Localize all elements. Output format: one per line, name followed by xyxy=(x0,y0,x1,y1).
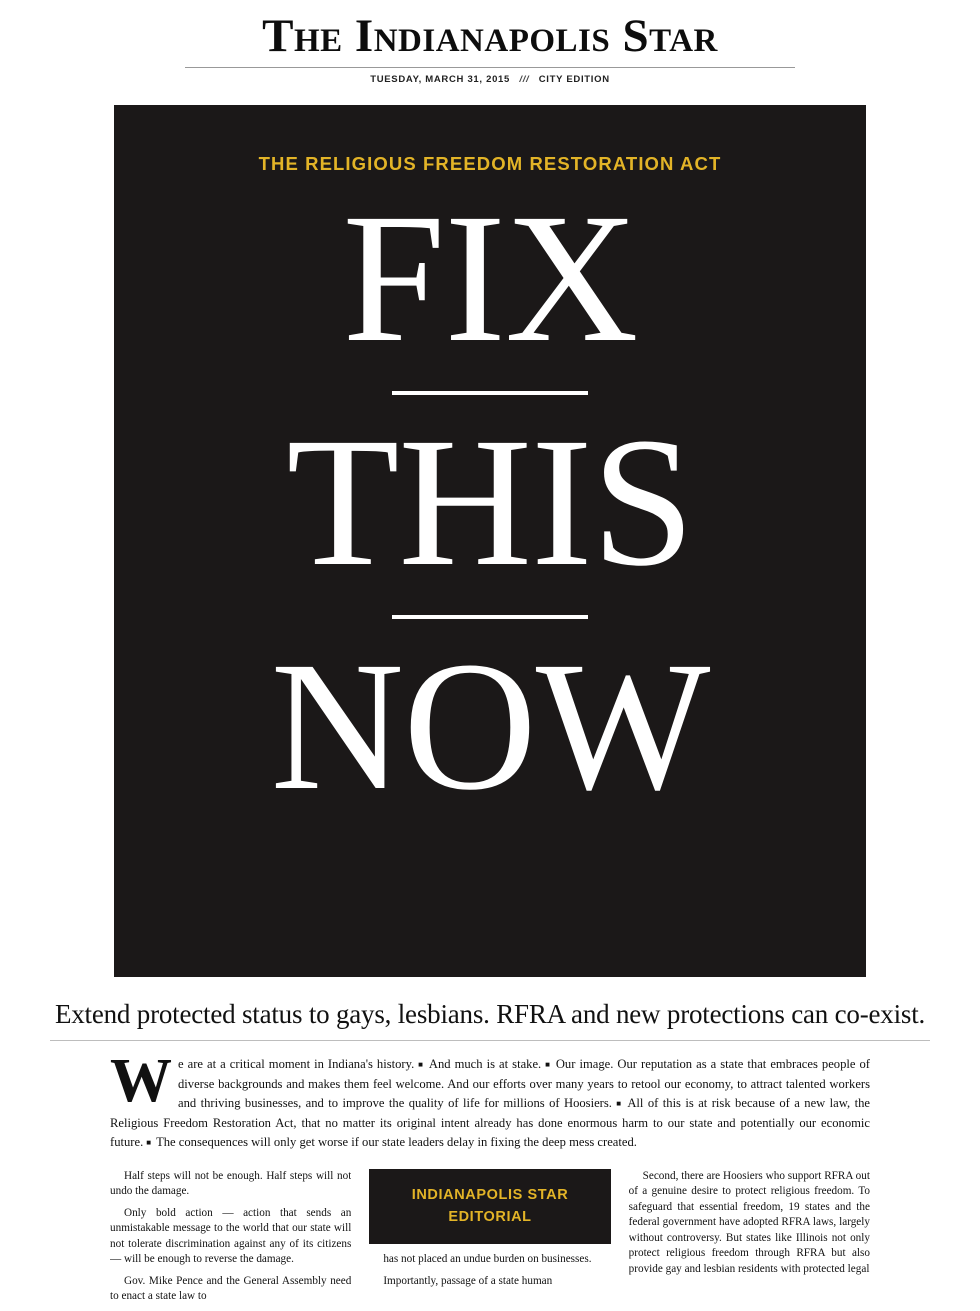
editorial-badge-line-one: INDIANAPOLIS STAR xyxy=(411,1186,569,1203)
deck-headline: Extend protected status to gays, lesbians. RFRA and new protections can co-exist. xyxy=(54,999,926,1030)
lede-segment-0: e are at a critical moment in Indiana's history. xyxy=(178,1057,415,1072)
paragraph: Only bold action — action that sends an unmistakable message to the world that our state will not tolerate discrimination against any of its citizens — will be enough to reverse the damage. xyxy=(110,1206,352,1266)
newspaper-title: The Indianapolis Star xyxy=(262,10,718,62)
hero-word-two: THIS xyxy=(286,400,694,606)
column-right xyxy=(629,1169,870,1283)
square-bullet-icon: ■ xyxy=(417,1060,424,1070)
hero-word-three: NOW xyxy=(270,624,710,830)
column-middle xyxy=(369,1169,610,1295)
article-columns xyxy=(110,1169,870,1311)
paragraph: Half steps will not be enough. Half steps will not undo the damage. xyxy=(110,1169,352,1198)
dateline-separator: /// xyxy=(519,74,530,86)
editorial-badge xyxy=(369,1169,610,1245)
hero-divider-one xyxy=(392,391,588,395)
publication-date: TUESDAY, MARCH 31, 2015 xyxy=(370,74,511,86)
paragraph: has not placed an undue burden on businesses. xyxy=(383,1253,592,1266)
hero-word-one: FIX xyxy=(342,176,638,382)
drop-cap: W xyxy=(110,1047,172,1116)
paragraph: Importantly, passage of a state human xyxy=(383,1274,553,1287)
square-bullet-icon: ■ xyxy=(614,1099,623,1109)
lede-wrapper xyxy=(110,1047,871,1153)
paragraph: Gov. Mike Pence and the General Assembly need to enact a state law to xyxy=(110,1274,352,1303)
editorial-badge-line-two: EDITORIAL xyxy=(448,1208,532,1225)
hero-kicker: THE RELIGIOUS FREEDOM RESTORATION ACT xyxy=(258,153,722,175)
column-left xyxy=(110,1169,351,1311)
deck-divider xyxy=(50,1040,930,1041)
square-bullet-icon: ■ xyxy=(146,1138,152,1148)
masthead xyxy=(0,0,980,85)
hero-block xyxy=(114,105,866,977)
square-bullet-icon: ■ xyxy=(544,1060,551,1070)
edition-label: CITY EDITION xyxy=(538,74,610,86)
paragraph: Second, there are Hoosiers who support RFRA out of a genuine desire to protect religious freedom. To safeguard that essential freedom, 19 states and the federal government have adopted RFRA laws, largely without controversy. But states like Illinois not only protect religious freedom through RFRA but also provide gay and lesbian residents with protected legal xyxy=(628,1169,870,1275)
lede-segment-3: All of this is at risk because of a new law, the Religious Freedom Restoration Act, that no matter its original intent already has done enormous harm to our state and potentially our economic future. xyxy=(110,1096,871,1150)
lede-segment-1: And much is at stake. xyxy=(428,1057,542,1072)
masthead-dateline xyxy=(0,74,980,85)
masthead-divider xyxy=(185,67,795,68)
lede-segment-2: Our image. Our reputation as a state that embraces people of diverse backgrounds and makes them feel welcome. And our efforts over many years to retool our economy, to attract talented workers and thriving businesses, and to improve the quality of life for millions of Hoosiers. xyxy=(178,1057,871,1111)
lede-segment-4: The consequences will only get worse if our state leaders delay in fixing the deep mess created. xyxy=(156,1135,637,1150)
lede-paragraph xyxy=(110,1047,871,1153)
hero-divider-two xyxy=(392,615,588,619)
